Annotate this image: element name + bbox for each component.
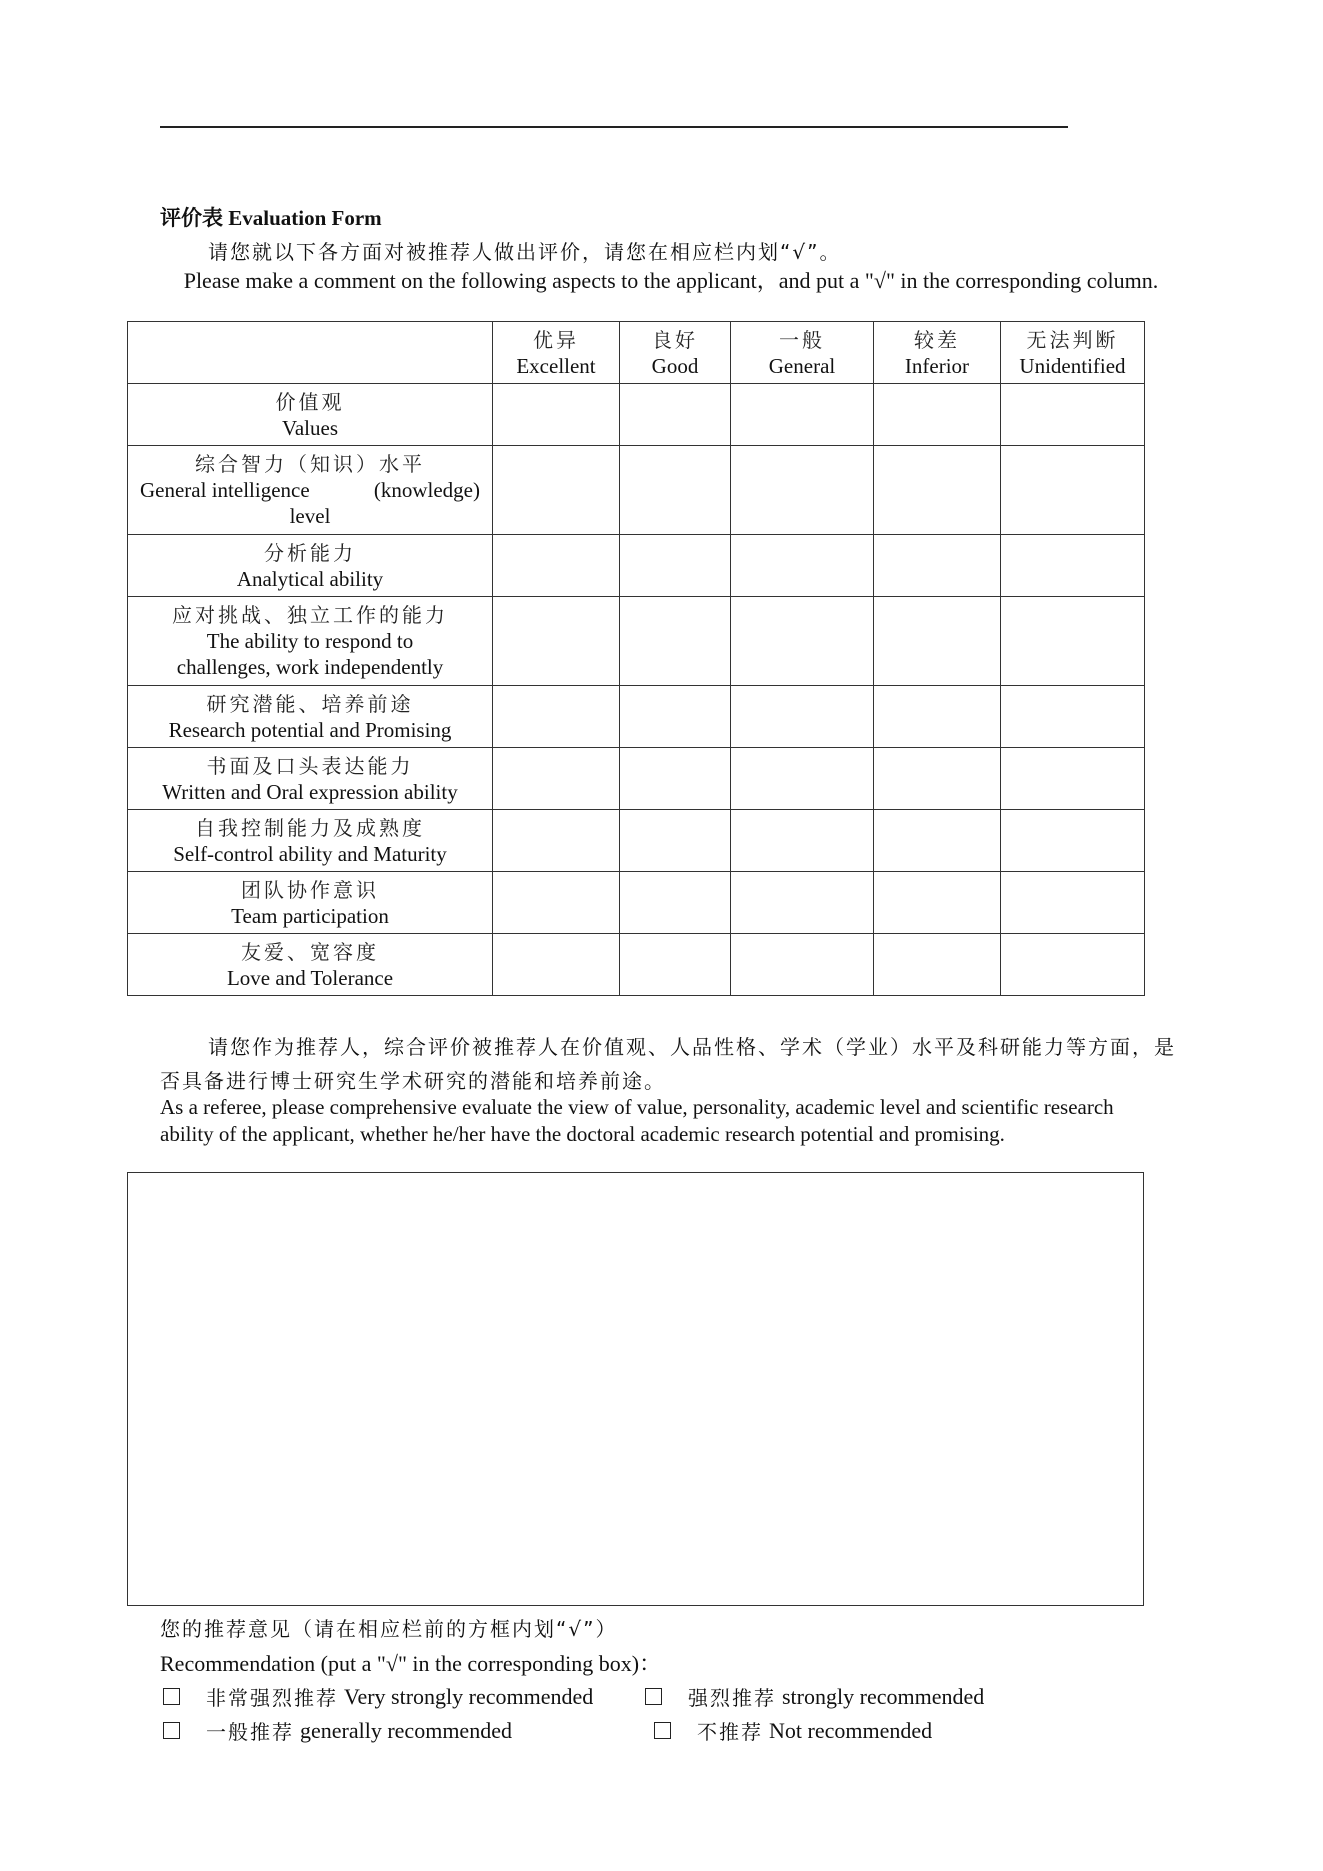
recommendation-label-cn: 您的推荐意见（请在相应栏前的方框内划“√”） bbox=[160, 1617, 618, 1641]
overall-question-en: As a referee, please comprehensive evaluate the view of value, personality, academic level and scientific research ability of the applicant, whether he/her have the doctoral academic research potential and promising. bbox=[160, 1095, 1114, 1146]
rating-cell[interactable] bbox=[874, 535, 1001, 597]
criterion-expression: 书面及口头表达能力 Written and Oral expression ability bbox=[128, 748, 493, 810]
rating-cell[interactable] bbox=[874, 872, 1001, 934]
recommendation-label-en: Recommendation (put a "√" in the corresponding box)： bbox=[160, 1651, 662, 1676]
criterion-teamwork: 团队协作意识 Team participation bbox=[128, 872, 493, 934]
criterion-analytical: 分析能力 Analytical ability bbox=[128, 535, 493, 597]
evaluation-table bbox=[127, 321, 1145, 996]
rating-cell[interactable] bbox=[874, 686, 1001, 748]
criterion-intelligence: 综合智力（知识）水平 General intelligence (knowledge) level bbox=[128, 446, 493, 535]
table-row bbox=[128, 446, 1145, 535]
criterion-values: 价值观 Values bbox=[128, 384, 493, 446]
criterion-research-potential: 研究潜能、培养前途 Research potential and Promising bbox=[128, 686, 493, 748]
table-header-row bbox=[128, 322, 1145, 384]
rating-cell[interactable] bbox=[620, 597, 731, 686]
rating-cell[interactable] bbox=[1001, 535, 1145, 597]
rating-cell[interactable] bbox=[620, 446, 731, 535]
rating-cell[interactable] bbox=[493, 535, 620, 597]
rating-cell[interactable] bbox=[1001, 446, 1145, 535]
rating-cell[interactable] bbox=[493, 686, 620, 748]
rating-cell[interactable] bbox=[874, 597, 1001, 686]
table-row bbox=[128, 872, 1145, 934]
option-very-strongly-recommended[interactable]: 非常强烈推荐 Very strongly recommended bbox=[163, 1682, 593, 1711]
column-header-good: 良好 Good bbox=[620, 322, 731, 384]
rating-cell[interactable] bbox=[1001, 384, 1145, 446]
checkbox[interactable] bbox=[163, 1688, 180, 1705]
rating-cell[interactable] bbox=[1001, 748, 1145, 810]
option-strongly-recommended[interactable]: 强烈推荐 strongly recommended bbox=[645, 1682, 984, 1711]
rating-cell[interactable] bbox=[620, 810, 731, 872]
rating-cell[interactable] bbox=[731, 748, 874, 810]
criterion-self-control: 自我控制能力及成熟度 Self-control ability and Maturity bbox=[128, 810, 493, 872]
option-not-recommended[interactable]: 不推荐 Not recommended bbox=[654, 1716, 932, 1745]
table-row bbox=[128, 748, 1145, 810]
rating-cell[interactable] bbox=[1001, 810, 1145, 872]
rating-cell[interactable] bbox=[731, 597, 874, 686]
comment-textarea[interactable] bbox=[127, 1172, 1144, 1606]
overall-question-cn: 请您作为推荐人，综合评价被推荐人在价值观、人品性格、学术（学业）水平及科研能力等方面，是否具备进行博士研究生学术研究的潜能和培养前途。 bbox=[160, 1035, 1176, 1093]
rating-cell[interactable] bbox=[493, 872, 620, 934]
option-generally-recommended[interactable]: 一般推荐 generally recommended bbox=[163, 1716, 512, 1745]
rating-cell[interactable] bbox=[874, 748, 1001, 810]
column-header-unidentified: 无法判断 Unidentified bbox=[1001, 322, 1145, 384]
checkbox[interactable] bbox=[645, 1688, 662, 1705]
form-title: 评价表 Evaluation Form bbox=[160, 206, 382, 230]
table-row bbox=[128, 384, 1145, 446]
instruction-en: Please make a comment on the following aspects to the applicant，and put a "√" in the corresponding column. bbox=[183, 268, 1159, 293]
rating-cell[interactable] bbox=[620, 384, 731, 446]
column-header-general: 一般 General bbox=[731, 322, 874, 384]
checkbox[interactable] bbox=[163, 1722, 180, 1739]
rating-cell[interactable] bbox=[874, 384, 1001, 446]
rating-cell[interactable] bbox=[620, 748, 731, 810]
table-row bbox=[128, 934, 1145, 996]
rating-cell[interactable] bbox=[1001, 597, 1145, 686]
column-header-excellent: 优异 Excellent bbox=[493, 322, 620, 384]
table-row bbox=[128, 810, 1145, 872]
column-header-inferior: 较差 Inferior bbox=[874, 322, 1001, 384]
checkbox[interactable] bbox=[654, 1722, 671, 1739]
rating-cell[interactable] bbox=[874, 934, 1001, 996]
rating-cell[interactable] bbox=[493, 934, 620, 996]
corner-cell bbox=[128, 322, 493, 384]
rating-cell[interactable] bbox=[493, 748, 620, 810]
rating-cell[interactable] bbox=[620, 535, 731, 597]
rating-cell[interactable] bbox=[1001, 934, 1145, 996]
rating-cell[interactable] bbox=[620, 686, 731, 748]
table-row bbox=[128, 686, 1145, 748]
rating-cell[interactable] bbox=[493, 384, 620, 446]
rating-cell[interactable] bbox=[874, 446, 1001, 535]
rating-cell[interactable] bbox=[731, 872, 874, 934]
rating-cell[interactable] bbox=[731, 686, 874, 748]
rating-cell[interactable] bbox=[731, 810, 874, 872]
rating-cell[interactable] bbox=[731, 446, 874, 535]
rating-cell[interactable] bbox=[731, 384, 874, 446]
rating-cell[interactable] bbox=[1001, 686, 1145, 748]
rating-cell[interactable] bbox=[731, 934, 874, 996]
rating-cell[interactable] bbox=[731, 535, 874, 597]
criterion-challenges: 应对挑战、独立工作的能力 The ability to respond to challenges, work independently bbox=[128, 597, 493, 686]
rating-cell[interactable] bbox=[493, 597, 620, 686]
rating-cell[interactable] bbox=[493, 810, 620, 872]
rating-cell[interactable] bbox=[493, 446, 620, 535]
rating-cell[interactable] bbox=[620, 872, 731, 934]
instruction-cn: 请您就以下各方面对被推荐人做出评价，请您在相应栏内划“√”。 bbox=[208, 240, 842, 264]
rating-cell[interactable] bbox=[874, 810, 1001, 872]
header-rule bbox=[160, 126, 1068, 128]
rating-cell[interactable] bbox=[620, 934, 731, 996]
criterion-tolerance: 友爱、宽容度 Love and Tolerance bbox=[128, 934, 493, 996]
table-row bbox=[128, 535, 1145, 597]
table-row bbox=[128, 597, 1145, 686]
rating-cell[interactable] bbox=[1001, 872, 1145, 934]
